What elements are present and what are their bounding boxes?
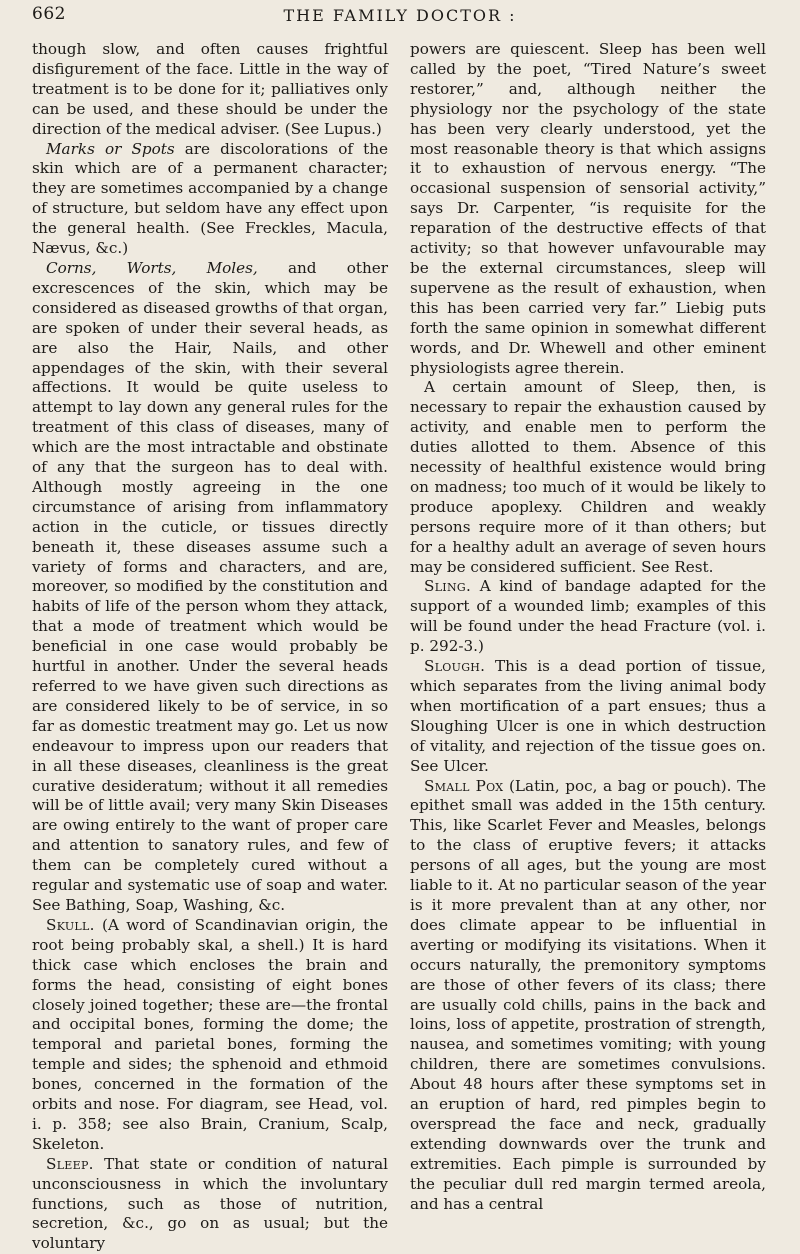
entry-slough: [410, 657, 766, 776]
entry-text: A kind of bandage adapted for the support of a wounded limb; examples of this will be found under the head Fracture (vol. i. p. 292-3.): [410, 577, 766, 656]
lupus-continuation: though slow, and often causes frightful disfigurement of the face. Little in the way of treatment is to be done for it; palliatives only can be used, and these should be under the direction of the medical adviser. (See Lupus.): [32, 40, 388, 138]
entry-corns-worts-moles: [32, 259, 388, 916]
entry-skull: [32, 916, 388, 1155]
entry-heading: Small Pox: [424, 776, 504, 795]
sleep-continuation: powers are quiescent. Sleep has been well called by the poet, “Tired Nature’s sweet restorer,” and, although neither the physiology nor the psychology of the state has been very clearly understood, yet the most reasonable theory is that which assigns it to exhaustion of nervous energy. “The occasional suspension of sensorial activity,” says Dr. Carpenter, “is requisite for the reparation of the destructive effects of that activity; so that however unfavourable may be the external circumstances, sleep will supervene as the result of exhaustion, when this has been carried very far.” Liebig puts forth the same opinion in somewhat different words, and Dr. Whewell and other eminent physiologists agree therein.: [410, 40, 766, 377]
entry-heading: Marks or Spots: [46, 139, 175, 158]
entry-heading: Sleep.: [46, 1154, 94, 1173]
entry-marks-or-spots: [32, 140, 388, 259]
entry-text: That state or condition of natural unconsciousness in which the involuntary functions, such as those of nutrition, secretion, &c., go on as usual; but the voluntary: [32, 1154, 388, 1253]
entry-small-pox: [410, 777, 766, 1215]
sleep-paragraph-2: A certain amount of Sleep, then, is necessary to repair the exhaustion caused by activity, and enable men to perform the duties allotted to them. Absence of this necessity of healthful existence would bring on madness; too much of it would be likely to produce apoplexy. Children and weakly persons require more of it than others; but for a healthy adult an average of seven hours may be considered sufficient. See Rest.: [410, 378, 766, 576]
right-column: [410, 40, 766, 1214]
running-head: THE FAMILY DOCTOR :: [283, 6, 517, 25]
entry-text: (A word of Scandinavian origin, the root being probably skal, a shell.) It is hard thick case which encloses the brain and forms the head, consisting of eight bones closely joined together; these are—the frontal and occipital bones, forming the dome; the temporal and parietal bones, forming the temple and sides; the sphenoid and ethmoid bones, concerned in the formation of the orbits and nose. For diagram, see Head, vol. i. p. 358; see also Brain, Cranium, Scalp, Skeleton.: [32, 915, 388, 1153]
entry-text: This is a dead portion of tissue, which separates from the living animal body when mortification of a part ensues; thus a Sloughing Ulcer is one in which destruction of vitality, and rejection of the tissue goes on. See Ulcer.: [410, 657, 766, 775]
entry-heading: Corns, Worts, Moles,: [46, 258, 258, 277]
entry-sling: [410, 577, 766, 657]
entry-text: and other excrescences of the skin, which may be considered as diseased growths of that organ, are spoken of under their several heads, as are also the Hair, Nails, and other appendages of the skin, with their several affections. It would be quite useless to attempt to lay down any general rules for the treatment of this class of diseases, many of which are the most intractable and obstinate of any that the surgeon has to deal with. Although mostly agreeing in the one circumstance of arising from inflammatory action in the cuticle, or tissues directly beneath it, these diseases assume such a variety of forms and characters, and are, moreover, so modified by the constitution and habits of life of the person whom they attack, that a mode of treatment which would be beneficial in one case would probably be hurtful in another. Under the several heads referred to we have given such directions as are considered likely to be of service, in so far as domestic treatment may go. Let us now endeavour to impress upon our readers that in all these diseases, cleanliness is the great curative desideratum; without it all remedies will be of little avail; very many Skin Diseases are owing entirely to the want of proper care and attention to sanatory rules, and few of them can be completely cured without a regular and systematic use of soap and water. See Bathing, Soap, Washing, &c.: [32, 258, 388, 914]
entry-heading: Slough.: [424, 657, 486, 676]
entry-heading: Sling.: [424, 577, 472, 596]
entry-text: (Latin, poc, a bag or pouch). The epithet small was added in the 15th century. This, like Scarlet Fever and Measles, belongs to the class of eruptive fevers; it attacks persons of all ages, but the young are most liable to it. At no particular season of the year is it more prevalent than at any other, nor does climate appear to be influential in averting or modifying its visitations. When it occurs naturally, the premonitory symptoms are those of other fevers of its class; there are usually cold chills, pains in the back and loins, loss of appetite, prostration of strength, nausea, and sometimes vomiting; with young children, there are sometimes convulsions. About 48 hours after these symptoms set in an eruption of hard, red pimples begin to overspread the face and neck, gradually extending downwards over the trunk and extremities. Each pimple is surrounded by the peculiar dull red margin termed areola, and has a central: [410, 776, 767, 1213]
page-number: 662: [32, 4, 66, 24]
entry-sleep: [32, 1155, 388, 1254]
entry-text: are discolorations of the skin which are of a permanent character; they are sometimes accompanied by a change of structure, but seldom have any effect upon the general health. (See Freckles, Macula, Nævus, &c.): [32, 139, 388, 258]
entry-heading: Skull.: [46, 915, 95, 934]
left-column: [32, 40, 388, 1254]
